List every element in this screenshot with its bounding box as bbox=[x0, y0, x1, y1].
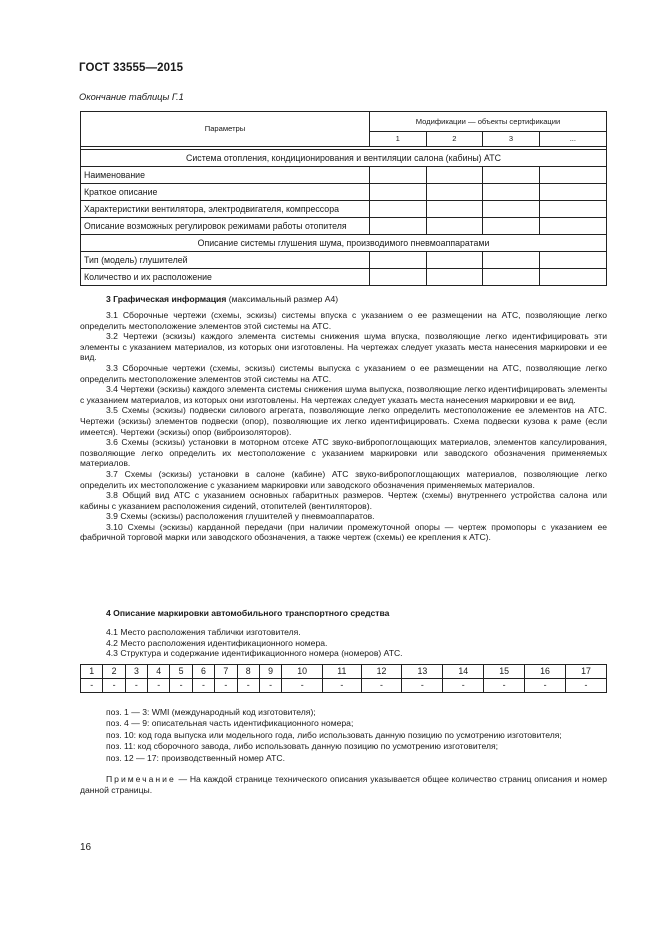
vin-position-cell: 5 bbox=[170, 665, 192, 679]
section4-heading: 4 Описание маркировки автомобильного транспортного средства bbox=[106, 608, 390, 618]
vin-position-cell: 14 bbox=[443, 665, 484, 679]
mod-header: Модификации — объекты сертификации bbox=[370, 112, 607, 132]
vin-position-cell: 12 bbox=[361, 665, 402, 679]
mod-col: ... bbox=[539, 132, 606, 147]
section-row: Система отопления, кондиционирования и вентиляции салона (кабины) АТС bbox=[81, 150, 607, 167]
vin-position-cell: 2 bbox=[103, 665, 125, 679]
vin-value-cell: - bbox=[484, 679, 525, 693]
paragraph: 3.3 Сборочные чертежи (схемы, эскизы) системы выпуска с указанием о ее размещении на АТС, позволяющие легко определить местоположение элементов этой системы на АТС. bbox=[80, 362, 607, 384]
params-table bbox=[80, 111, 607, 286]
vin-position-cell: 8 bbox=[237, 665, 259, 679]
vin-value-cell: - bbox=[125, 679, 147, 693]
vin-value-cell: - bbox=[215, 679, 237, 693]
table-row bbox=[81, 252, 607, 269]
mod-col: 2 bbox=[426, 132, 483, 147]
row-label: Наименование bbox=[81, 167, 370, 184]
vin-position-cell: 7 bbox=[215, 665, 237, 679]
row-label: Описание возможных регулировок режимами работы отопителя bbox=[81, 218, 370, 235]
param-header: Параметры bbox=[81, 112, 370, 147]
vin-value-cell: - bbox=[323, 679, 361, 693]
row-label: Тип (модель) глушителей bbox=[81, 252, 370, 269]
vin-value-cell: - bbox=[81, 679, 103, 693]
mod-col: 1 bbox=[370, 132, 427, 147]
legend-item: поз. 11: код сборочного завода, либо использовать данную позицию по усмотрению изготовителя; bbox=[106, 741, 499, 752]
legend-item: поз. 10: код года выпуска или модельного года, либо использовать данную позицию по усмотрению изготовителя; bbox=[106, 729, 562, 740]
table-row bbox=[81, 167, 607, 184]
vin-legend bbox=[80, 707, 607, 797]
list-item: 4.3 Структура и содержание идентификационного номера (номеров) АТС. bbox=[106, 648, 403, 659]
vin-value-cell: - bbox=[237, 679, 259, 693]
vin-value-cell: - bbox=[259, 679, 281, 693]
vin-position-cell: 11 bbox=[323, 665, 361, 679]
paragraph: 3.2 Чертежи (эскизы) каждого элемента системы снижения шума впуска, позволяющие легко идентифицировать эти элементы с указанием материалов, из которых они изготовлены. На чертежах следует указать места нанесения маркировки и ее вид. bbox=[80, 331, 607, 363]
table-row bbox=[81, 269, 607, 286]
vin-positions-row bbox=[81, 665, 607, 679]
legend-item: поз. 4 — 9: описательная часть идентификационного номера; bbox=[106, 718, 354, 729]
table-caption: Окончание таблицы Г.1 bbox=[79, 92, 184, 102]
vin-position-cell: 17 bbox=[565, 665, 606, 679]
vin-values-row bbox=[81, 679, 607, 693]
list-item: 4.1 Место расположения таблички изготовителя. bbox=[106, 627, 301, 637]
paragraph: 3.1 Сборочные чертежи (схемы, эскизы) системы впуска с указанием о ее размещении на АТС, позволяющие легко определить местоположение элементов этой системы на АТС. bbox=[80, 310, 607, 331]
vin-position-cell: 16 bbox=[525, 665, 566, 679]
note-label: Примечание bbox=[106, 774, 176, 785]
vin-value-cell: - bbox=[402, 679, 443, 693]
row-label: Количество и их расположение bbox=[81, 269, 370, 286]
paragraph: 3.9 Схемы (эскизы) расположения глушителей у пневмоаппаратов. bbox=[106, 511, 375, 522]
legend-item: поз. 1 — 3: WMI (международный код изготовителя); bbox=[106, 707, 316, 717]
paragraph: 3.10 Схемы (эскизы) карданной передачи (при наличии промежуточной опоры — чертеж промопоры с указанием ее фабричной торговой марки или заводского обозначения, а также чертеж (схемы) ее крепления к АТС). bbox=[80, 521, 607, 543]
list-item: 4.2 Место расположения идентификационного номера. bbox=[106, 637, 328, 648]
legend-item: поз. 12 — 17: производственный номер АТС. bbox=[106, 752, 285, 763]
vin-value-cell: - bbox=[192, 679, 214, 693]
row-label: Краткое описание bbox=[81, 184, 370, 201]
vin-position-cell: 9 bbox=[259, 665, 281, 679]
row-label: Характеристики вентилятора, электродвигателя, компрессора bbox=[81, 201, 370, 218]
vin-value-cell: - bbox=[103, 679, 125, 693]
vin-position-cell: 4 bbox=[148, 665, 170, 679]
vin-value-cell: - bbox=[282, 679, 323, 693]
vin-table bbox=[80, 664, 607, 693]
table-row bbox=[81, 184, 607, 201]
vin-value-cell: - bbox=[525, 679, 566, 693]
section4-items bbox=[80, 627, 607, 659]
mod-col: 3 bbox=[483, 132, 540, 147]
section3-body bbox=[80, 310, 607, 543]
vin-value-cell: - bbox=[565, 679, 606, 693]
vin-position-cell: 6 bbox=[192, 665, 214, 679]
vin-position-cell: 3 bbox=[125, 665, 147, 679]
doc-header: ГОСТ 33555—2015 bbox=[79, 62, 184, 74]
section3-heading: 3 Графическая информация (максимальный размер А4) bbox=[106, 294, 339, 304]
note bbox=[80, 774, 607, 797]
table-row bbox=[81, 201, 607, 218]
table-row bbox=[81, 218, 607, 235]
note-text: — На каждой странице технического описания указывается общее количество страниц описания и номер данной страницы. bbox=[80, 774, 607, 796]
vin-value-cell: - bbox=[148, 679, 170, 693]
vin-value-cell: - bbox=[361, 679, 402, 693]
paragraph: 3.5 Схемы (эскизы) подвески силового агрегата, позволяющие легко определить местоположение ее элементов на АТС. Чертежи (эскизы) элементов подвески (опор), позволяющие их легко идентифицировать. Схема подвески кузова к раме (если имеется). Чертежи (эскизы) опор (виброизоляторов). bbox=[80, 405, 607, 437]
paragraph: 3.4 Чертежи (эскизы) каждого элемента системы снижения шума выпуска, позволяющие легко идентифицировать элементы с указанием материалов, из которых они изготовлены. На чертежах следует указать места нанесения маркировки и ее вид. bbox=[80, 384, 607, 405]
vin-position-cell: 15 bbox=[484, 665, 525, 679]
page-number: 16 bbox=[80, 842, 92, 853]
vin-position-cell: 13 bbox=[402, 665, 443, 679]
vin-position-cell: 10 bbox=[282, 665, 323, 679]
paragraph: 3.8 Общий вид АТС с указанием основных габаритных размеров. Чертеж (схемы) внутреннего устройства салона или кабины с указанием расположения сидений, отопителей (вентиляторов). bbox=[80, 490, 607, 511]
section-row: Описание системы глушения шума, производимого пневмоаппаратами bbox=[81, 235, 607, 252]
paragraph: 3.6 Схемы (эскизы) установки в моторном отсеке АТС звуко-вибропоглощающих материалов, элементов капсулирования, позволяющие легко определить их местоположение с указанием маркировки или заводского обозначения применяемых материалов. bbox=[80, 437, 607, 469]
vin-position-cell: 1 bbox=[81, 665, 103, 679]
vin-value-cell: - bbox=[443, 679, 484, 693]
paragraph: 3.7 Схемы (эскизы) установки в салоне (кабине) АТС звуко-вибропоглощающих материалов, позволяющие легко определить их местоположение с указанием маркировки или заводского обозначения применяемых материалов. bbox=[80, 468, 607, 490]
vin-value-cell: - bbox=[170, 679, 192, 693]
